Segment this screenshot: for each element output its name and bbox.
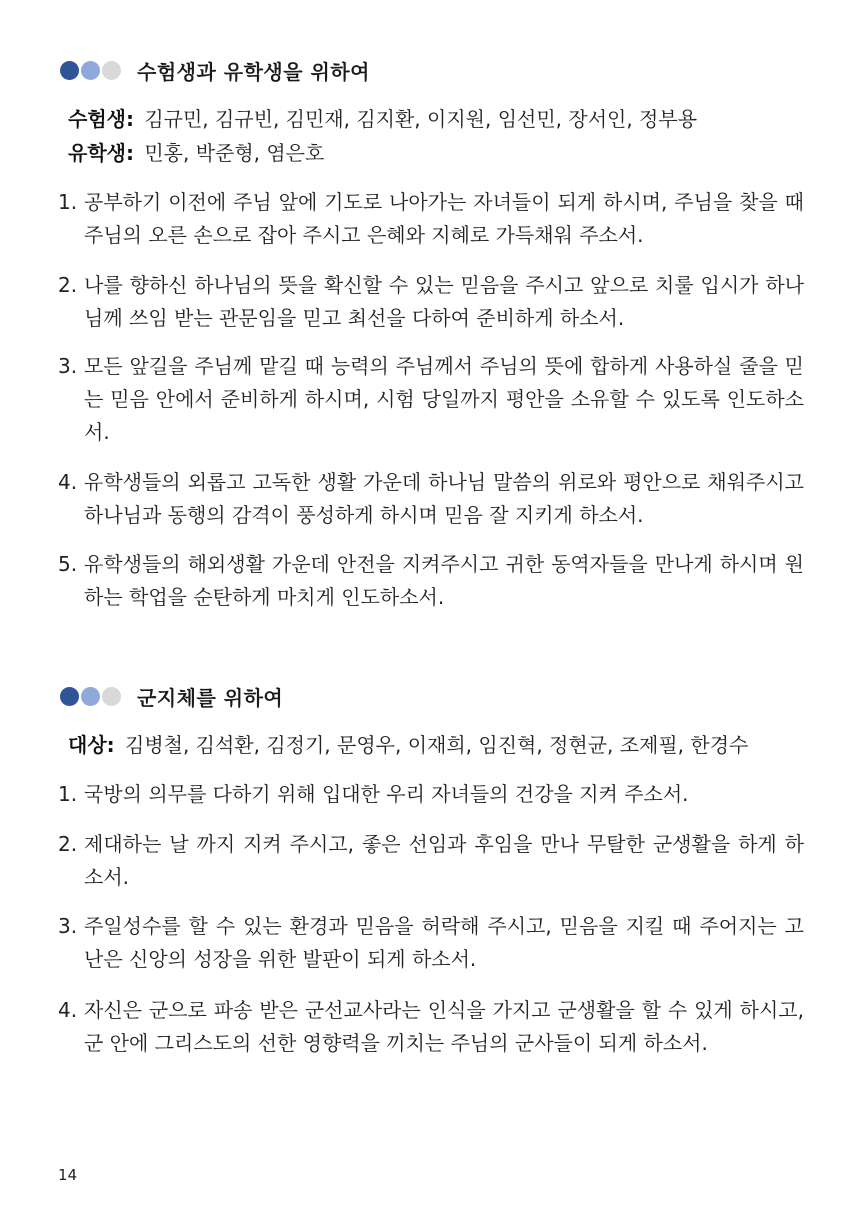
prayer-item — [58, 994, 804, 1060]
prayer-item — [58, 910, 804, 976]
section-title: 수험생과 유학생을 위하여 — [137, 60, 370, 84]
names-soldiers — [68, 728, 748, 762]
bullet-dots-icon — [60, 61, 123, 80]
prayer-number: 2. — [58, 832, 78, 856]
prayer-text: 모든 앞길을 주님께 맡길 때 능력의 주님께서 주님의 뜻에 합하게 사용하실 줄을 믿는 믿음 안에서 준비하게 하시며, 시험 당일까지 평안을 소유할 수 있도록 인도하소서. — [84, 354, 804, 444]
prayer-text: 유학생들의 외롭고 고독한 생활 가운데 하나님 말씀의 위로와 평안으로 채워주시고 하나님과 동행의 감격이 풍성하게 하시며 믿음 잘 지키게 하소서. — [84, 470, 804, 527]
prayer-text: 나를 향하신 하나님의 뜻을 확신할 수 있는 믿음을 주시고 앞으로 치룰 입시가 하나님께 쓰임 받는 관문임을 믿고 최선을 다하여 준비하게 하소서. — [84, 273, 804, 330]
prayer-number: 3. — [58, 354, 78, 378]
prayer-item — [58, 269, 804, 335]
prayer-item — [58, 548, 804, 614]
dot-mid-icon — [81, 687, 100, 706]
prayer-number: 4. — [58, 470, 78, 494]
group-label: 대상: — [68, 733, 115, 757]
group-label: 유학생: — [68, 141, 134, 165]
names-exam-students — [68, 102, 697, 136]
prayer-number: 2. — [58, 273, 78, 297]
dot-light-icon — [102, 687, 121, 706]
dot-dark-icon — [60, 61, 79, 80]
prayer-number: 4. — [58, 998, 78, 1022]
prayer-item — [58, 350, 804, 449]
prayer-item — [58, 778, 804, 811]
dot-dark-icon — [60, 687, 79, 706]
dot-light-icon — [102, 61, 121, 80]
dot-mid-icon — [81, 61, 100, 80]
prayer-item — [58, 466, 804, 532]
bullet-dots-icon — [60, 687, 123, 706]
prayer-item — [58, 828, 804, 894]
prayer-text: 유학생들의 해외생활 가운데 안전을 지켜주시고 귀한 동역자들을 만나게 하시며 원하는 학업을 순탄하게 마치게 인도하소서. — [84, 552, 804, 609]
section-header-military — [60, 682, 283, 711]
prayer-number: 3. — [58, 914, 78, 938]
prayer-text: 제대하는 날 까지 지켜 주시고, 좋은 선임과 후임을 만나 무탈한 군생활을 하게 하소서. — [84, 832, 804, 889]
section-title: 군지체를 위하여 — [137, 686, 284, 710]
group-label: 수험생: — [68, 107, 134, 131]
prayer-text: 공부하기 이전에 주님 앞에 기도로 나아가는 자녀들이 되게 하시며, 주님을 찾을 때 주님의 오른 손으로 잡아 주시고 은혜와 지혜로 가득채워 주소서. — [84, 190, 804, 247]
group-names: 김규민, 김규빈, 김민재, 김지환, 이지원, 임선민, 장서인, 정부용 — [144, 107, 698, 131]
prayer-text: 주일성수를 할 수 있는 환경과 믿음을 허락해 주시고, 믿음을 지킬 때 주어지는 고난은 신앙의 성장을 위한 발판이 되게 하소서. — [84, 914, 804, 971]
group-names: 김병철, 김석환, 김정기, 문영우, 이재희, 임진혁, 정현균, 조제필, 한경수 — [125, 733, 749, 757]
names-overseas-students — [68, 136, 324, 170]
prayer-item — [58, 186, 804, 252]
prayer-number: 1. — [58, 782, 78, 806]
group-names: 민홍, 박준형, 염은호 — [144, 141, 325, 165]
prayer-text: 국방의 의무를 다하기 위해 입대한 우리 자녀들의 건강을 지켜 주소서. — [84, 782, 689, 806]
page-number: 14 — [58, 1166, 78, 1184]
prayer-number: 1. — [58, 190, 78, 214]
section-header-students — [60, 56, 370, 85]
prayer-text: 자신은 군으로 파송 받은 군선교사라는 인식을 가지고 군생활을 할 수 있게 하시고, 군 안에 그리스도의 선한 영향력을 끼치는 주님의 군사들이 되게 하소서. — [84, 998, 804, 1055]
prayer-number: 5. — [58, 552, 78, 576]
